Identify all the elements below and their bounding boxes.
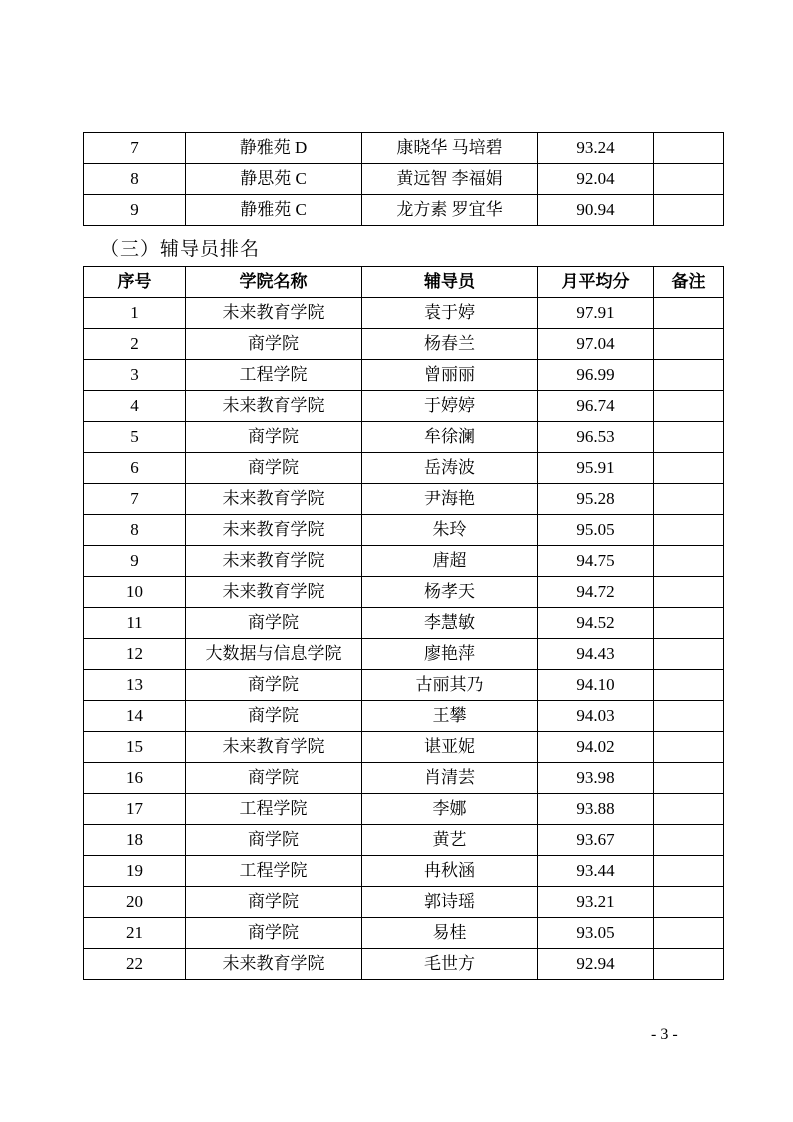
cell-college: 工程学院 [186, 360, 362, 391]
table-row [84, 949, 724, 980]
cell-score: 95.28 [538, 484, 654, 515]
cell-college: 未来教育学院 [186, 949, 362, 980]
cell-note [654, 794, 724, 825]
cell-college: 未来教育学院 [186, 732, 362, 763]
header-note: 备注 [654, 267, 724, 298]
table-row [84, 918, 724, 949]
cell-no: 22 [84, 949, 186, 980]
header-counselor: 辅导员 [362, 267, 538, 298]
cell-score: 93.67 [538, 825, 654, 856]
cell-score: 94.75 [538, 546, 654, 577]
cell-note [654, 949, 724, 980]
cell-no: 13 [84, 670, 186, 701]
cell-score: 96.74 [538, 391, 654, 422]
cell-college: 商学院 [186, 825, 362, 856]
cell-no: 20 [84, 887, 186, 918]
cell-no: 18 [84, 825, 186, 856]
cell-college: 未来教育学院 [186, 546, 362, 577]
table-row [84, 639, 724, 670]
cell-no: 15 [84, 732, 186, 763]
cell-dorm-name: 静雅苑 D [186, 133, 362, 164]
section-title: （三）辅导员排名 [100, 238, 261, 260]
table-row [84, 670, 724, 701]
header-row [84, 267, 724, 298]
table-row [84, 515, 724, 546]
cell-note [654, 164, 724, 195]
cell-college: 未来教育学院 [186, 515, 362, 546]
cell-score: 95.91 [538, 453, 654, 484]
cell-no: 17 [84, 794, 186, 825]
header-college: 学院名称 [186, 267, 362, 298]
header-score: 月平均分 [538, 267, 654, 298]
cell-score: 90.94 [538, 195, 654, 226]
cell-score: 94.02 [538, 732, 654, 763]
cell-counselor: 郭诗瑶 [362, 887, 538, 918]
cell-score: 93.88 [538, 794, 654, 825]
cell-counselor: 毛世方 [362, 949, 538, 980]
cell-counselor: 肖清芸 [362, 763, 538, 794]
cell-note [654, 856, 724, 887]
cell-score: 94.03 [538, 701, 654, 732]
cell-college: 商学院 [186, 763, 362, 794]
cell-college: 商学院 [186, 887, 362, 918]
cell-note [654, 133, 724, 164]
cell-note [654, 732, 724, 763]
cell-score: 93.24 [538, 133, 654, 164]
cell-counselor: 古丽其乃 [362, 670, 538, 701]
cell-note [654, 484, 724, 515]
table-row [84, 608, 724, 639]
cell-no: 21 [84, 918, 186, 949]
cell-score: 92.94 [538, 949, 654, 980]
cell-college: 未来教育学院 [186, 484, 362, 515]
cell-score: 97.91 [538, 298, 654, 329]
cell-score: 93.21 [538, 887, 654, 918]
cell-no: 9 [84, 195, 186, 226]
cell-college: 大数据与信息学院 [186, 639, 362, 670]
cell-dorm-name: 静雅苑 C [186, 195, 362, 226]
cell-note [654, 763, 724, 794]
cell-note [654, 918, 724, 949]
cell-counselor: 李娜 [362, 794, 538, 825]
cell-score: 93.05 [538, 918, 654, 949]
cell-note [654, 670, 724, 701]
cell-score: 94.43 [538, 639, 654, 670]
cell-no: 1 [84, 298, 186, 329]
cell-counselor: 于婷婷 [362, 391, 538, 422]
cell-staff: 黄远智 李福娟 [362, 164, 538, 195]
cell-no: 7 [84, 133, 186, 164]
table-row [84, 546, 724, 577]
cell-no: 19 [84, 856, 186, 887]
cell-note [654, 608, 724, 639]
cell-no: 14 [84, 701, 186, 732]
cell-counselor: 谌亚妮 [362, 732, 538, 763]
cell-college: 未来教育学院 [186, 391, 362, 422]
cell-college: 商学院 [186, 918, 362, 949]
cell-note [654, 577, 724, 608]
cell-note [654, 422, 724, 453]
table-row [84, 360, 724, 391]
cell-note [654, 329, 724, 360]
cell-college: 商学院 [186, 608, 362, 639]
cell-counselor: 朱玲 [362, 515, 538, 546]
cell-college: 工程学院 [186, 794, 362, 825]
table-row [84, 763, 724, 794]
cell-college: 商学院 [186, 701, 362, 732]
table-row [84, 195, 724, 226]
cell-college: 商学院 [186, 453, 362, 484]
cell-counselor: 黄艺 [362, 825, 538, 856]
cell-counselor: 王攀 [362, 701, 538, 732]
cell-score: 92.04 [538, 164, 654, 195]
cell-no: 11 [84, 608, 186, 639]
cell-college: 未来教育学院 [186, 577, 362, 608]
cell-no: 5 [84, 422, 186, 453]
table-row [84, 164, 724, 195]
table-row [84, 856, 724, 887]
counselor-ranking-table [83, 266, 724, 980]
cell-college: 商学院 [186, 670, 362, 701]
cell-dorm-name: 静思苑 C [186, 164, 362, 195]
table-row [84, 391, 724, 422]
table-row [84, 484, 724, 515]
cell-note [654, 360, 724, 391]
cell-score: 96.99 [538, 360, 654, 391]
table-row [84, 577, 724, 608]
dorm-ranking-table-continued [83, 132, 724, 226]
cell-score: 94.10 [538, 670, 654, 701]
cell-no: 4 [84, 391, 186, 422]
cell-score: 96.53 [538, 422, 654, 453]
cell-college: 商学院 [186, 422, 362, 453]
cell-note [654, 701, 724, 732]
cell-counselor: 尹海艳 [362, 484, 538, 515]
table-row [84, 794, 724, 825]
cell-score: 94.52 [538, 608, 654, 639]
table-row [84, 732, 724, 763]
cell-score: 97.04 [538, 329, 654, 360]
cell-note [654, 515, 724, 546]
table-row [84, 453, 724, 484]
cell-counselor: 杨春兰 [362, 329, 538, 360]
table-row [84, 825, 724, 856]
table-row [84, 887, 724, 918]
cell-score: 93.44 [538, 856, 654, 887]
cell-note [654, 639, 724, 670]
page-number: - 3 - [651, 1026, 678, 1043]
table-row [84, 422, 724, 453]
dorm-ranking-body [84, 133, 724, 226]
cell-college: 未来教育学院 [186, 298, 362, 329]
cell-no: 16 [84, 763, 186, 794]
table-row [84, 329, 724, 360]
cell-note [654, 453, 724, 484]
cell-note [654, 298, 724, 329]
cell-no: 9 [84, 546, 186, 577]
cell-score: 94.72 [538, 577, 654, 608]
table-row [84, 298, 724, 329]
cell-counselor: 唐超 [362, 546, 538, 577]
cell-no: 8 [84, 515, 186, 546]
cell-no: 2 [84, 329, 186, 360]
cell-counselor: 李慧敏 [362, 608, 538, 639]
cell-counselor: 杨孝天 [362, 577, 538, 608]
cell-note [654, 391, 724, 422]
cell-counselor: 袁于婷 [362, 298, 538, 329]
cell-counselor: 牟徐澜 [362, 422, 538, 453]
cell-score: 95.05 [538, 515, 654, 546]
cell-college: 工程学院 [186, 856, 362, 887]
cell-note [654, 195, 724, 226]
cell-college: 商学院 [186, 329, 362, 360]
cell-note [654, 887, 724, 918]
cell-note [654, 546, 724, 577]
cell-no: 7 [84, 484, 186, 515]
cell-staff: 康晓华 马培碧 [362, 133, 538, 164]
table-row [84, 701, 724, 732]
cell-no: 8 [84, 164, 186, 195]
counselor-ranking-body [84, 298, 724, 980]
header-no: 序号 [84, 267, 186, 298]
cell-staff: 龙方素 罗宜华 [362, 195, 538, 226]
cell-no: 3 [84, 360, 186, 391]
cell-note [654, 825, 724, 856]
cell-counselor: 岳涛波 [362, 453, 538, 484]
cell-counselor: 曾丽丽 [362, 360, 538, 391]
table-header [84, 267, 724, 298]
table-row [84, 133, 724, 164]
cell-counselor: 冉秋涵 [362, 856, 538, 887]
cell-no: 10 [84, 577, 186, 608]
cell-score: 93.98 [538, 763, 654, 794]
cell-no: 12 [84, 639, 186, 670]
cell-no: 6 [84, 453, 186, 484]
cell-counselor: 易桂 [362, 918, 538, 949]
cell-counselor: 廖艳萍 [362, 639, 538, 670]
